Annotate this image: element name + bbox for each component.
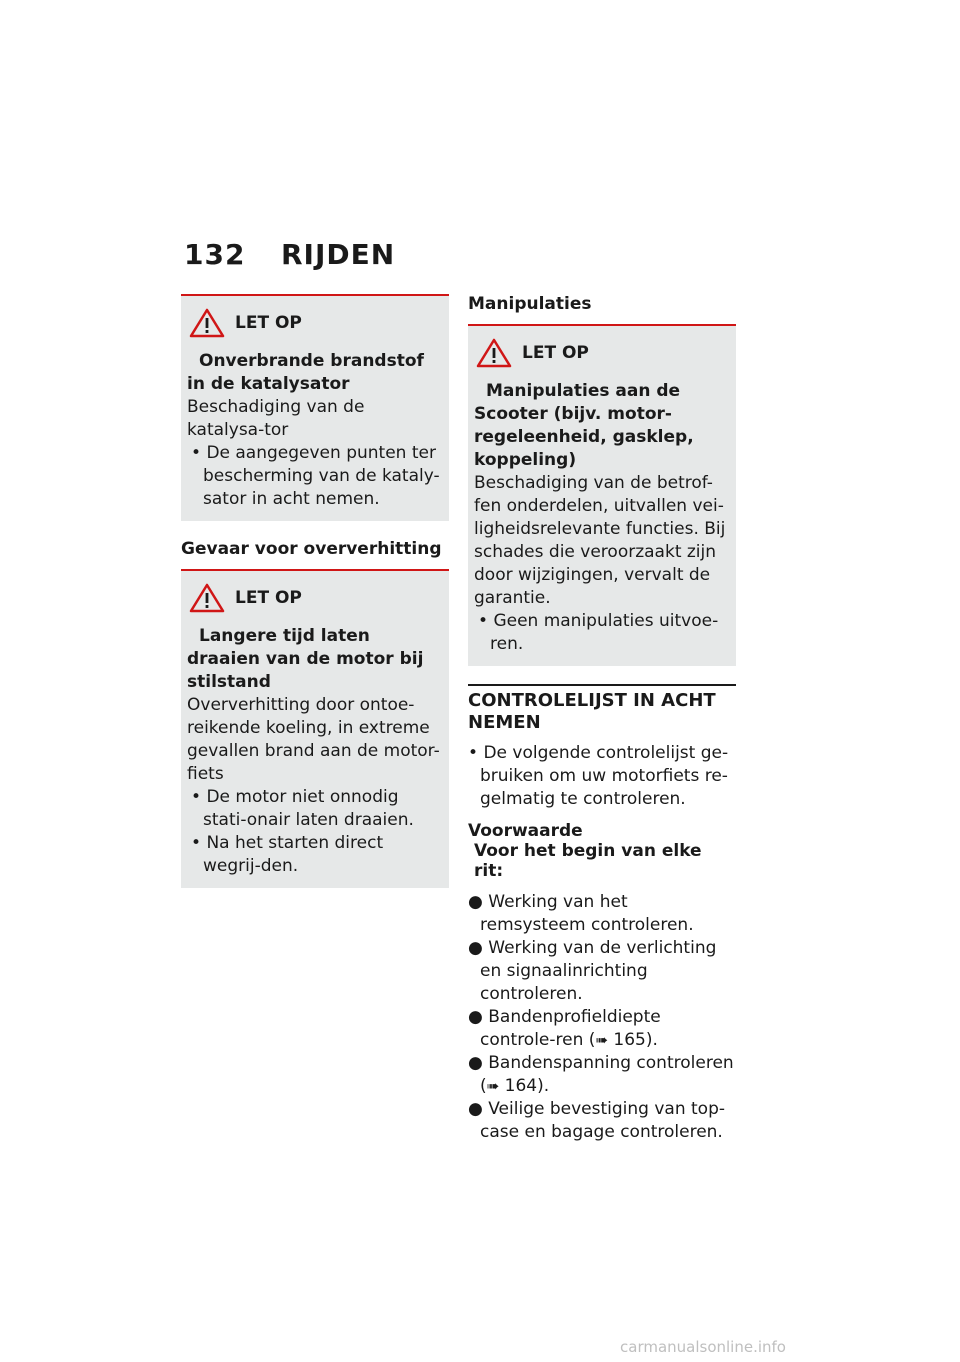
arrow-reference-icon: ➠ (486, 1077, 500, 1095)
page-reference[interactable]: 165 (613, 1030, 646, 1050)
checklist-item: ● Veilige bevestiging van top-case en bagage controleren. (468, 1099, 725, 1142)
warning-label: LET OP (235, 588, 302, 608)
intro-bullet: • De volgende controlelijst ge-bruiken om uw motorfiets re-gelmatig te controleren. (468, 743, 729, 809)
subheading-manipulations: Manipulaties (468, 294, 592, 314)
page-reference[interactable]: 164 (504, 1076, 538, 1096)
right-column (468, 294, 736, 1144)
warning-box-catalyst (181, 294, 449, 521)
section-title-checklist: CONTROLELIJST IN ACHT NEMEN (468, 684, 736, 734)
checklist-item: ● Werking van de verlichting en signaalinrichting controleren. (468, 938, 717, 1004)
arrow-reference-icon: ➠ (595, 1031, 608, 1049)
warning-label: LET OP (522, 343, 589, 363)
warning-text: Oververhitting door ontoe-reikende koeling, in extreme gevallen brand aan de motor-fiets (187, 695, 440, 784)
requirement-label: Voorwaarde (468, 821, 583, 841)
warning-subject: Manipulaties aan de Scooter (bijv. motor-regeleenheid, gasklep, koppeling) (474, 381, 694, 470)
warning-bullet: • De aangegeven punten ter bescherming van de kataly-sator in acht nemen. (191, 443, 440, 509)
warning-box-overheating (181, 569, 449, 888)
warning-bullet: • Na het starten direct wegrij-den. (191, 833, 384, 876)
checklist-item: ● Bandenspanning controleren (➠ 164). (468, 1053, 734, 1096)
watermark: carmanualsonline.info (620, 1338, 786, 1356)
warning-bullet: • De motor niet onnodig stati-onair laten draaien. (191, 787, 414, 830)
checklist (468, 891, 736, 1144)
warning-bullet: • Geen manipulaties uitvoe-ren. (478, 611, 719, 654)
warning-box-manipulations (468, 324, 736, 666)
page-number: 132 (184, 238, 246, 271)
checklist-item: ● Bandenprofieldiepte controle-ren (➠ 165). (468, 1007, 661, 1050)
requirement-subtitle: Voor het begin van elke rit: (474, 841, 702, 881)
checklist-item: ● Werking van het remsysteem controleren. (468, 892, 694, 935)
chapter-title: RIJDEN (281, 238, 396, 271)
warning-text: Beschadiging van de betrof-fen onderdelen, uitvallen vei-ligheidsrelevante functies. Bij schades die veroorzaakt zijn door wijzigingen, vervalt de garantie. (474, 473, 726, 608)
left-column (181, 294, 449, 906)
warning-subject: Langere tijd laten draaien van de motor bij stilstand (187, 626, 424, 692)
warning-text: Beschadiging van de katalysa-tor (187, 397, 365, 440)
warning-triangle-icon (189, 583, 225, 613)
page-header (184, 238, 395, 271)
warning-label: LET OP (235, 313, 302, 333)
subheading-overheating: Gevaar voor oververhitting (181, 539, 442, 559)
warning-subject: Onverbrande brandstof in de katalysator (187, 351, 424, 394)
warning-triangle-icon (476, 338, 512, 368)
warning-triangle-icon (189, 308, 225, 338)
